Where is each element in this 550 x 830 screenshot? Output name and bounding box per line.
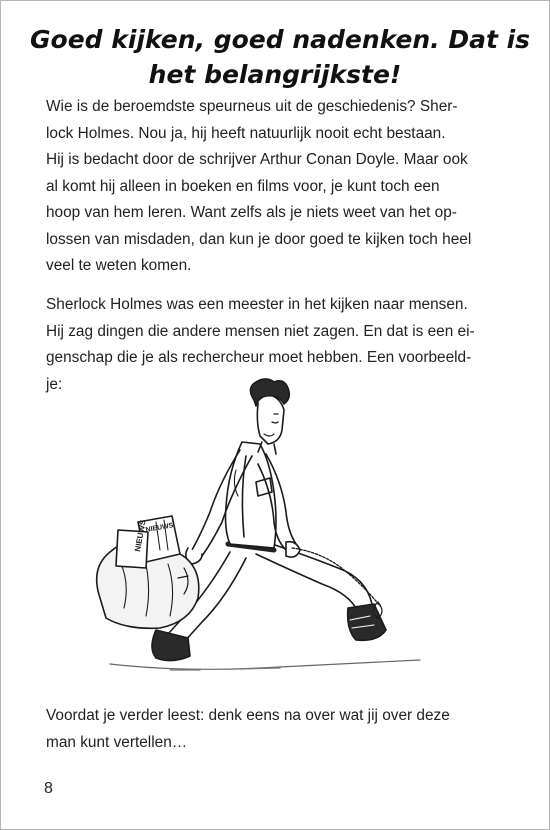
text-line: lock Holmes. Nou ja, hij heeft natuurlijk nooit echt bestaan. <box>46 124 446 142</box>
newspaper-label: NIEUWS <box>145 522 174 534</box>
text-line: lossen van misdaden, dan kun je door goed te kijken toch heel <box>46 230 472 248</box>
title-line: Goed kijken, goed nadenken. Dat is <box>30 25 531 54</box>
newspaper-label: NIEUWS <box>133 519 148 553</box>
text-line: Hij is bedacht door de schrijver Arthur Conan Doyle. Maar ook <box>46 151 468 168</box>
text-line: al komt hij alleen in boeken en films voor, je kunt toch een <box>46 177 440 195</box>
text-line: Sherlock Holmes was een meester in het kijken naar mensen. <box>46 296 468 313</box>
page-number: 8 <box>44 780 53 797</box>
man-head <box>250 379 289 454</box>
text-line: genschap die je als rechercheur moet hebben. Een voorbeeld- <box>46 349 472 366</box>
text-line: hoop van hem leren. Want zelfs als je niets weet van het op- <box>46 204 457 221</box>
text-line: Hij zag dingen die andere mensen niet zagen. En dat is een ei- <box>46 322 475 340</box>
shopping-bag <box>97 516 199 628</box>
walking-man-illustration <box>60 372 500 687</box>
text-line: veel te weten komen. <box>46 257 192 274</box>
text-line: Voordat je verder leest: denk eens na over wat jij over deze <box>46 707 450 724</box>
title-line: het belangrijkste! <box>148 60 402 89</box>
text-line: Wie is de beroemdste speurneus uit de geschiedenis? Sher- <box>46 98 458 115</box>
ground-shadow <box>110 660 420 670</box>
intro-paragraph <box>46 94 502 280</box>
chapter-title <box>30 22 531 92</box>
closing-paragraph <box>46 703 502 756</box>
text-line: je: <box>46 375 63 393</box>
text-line: man kunt vertellen… <box>46 733 188 751</box>
